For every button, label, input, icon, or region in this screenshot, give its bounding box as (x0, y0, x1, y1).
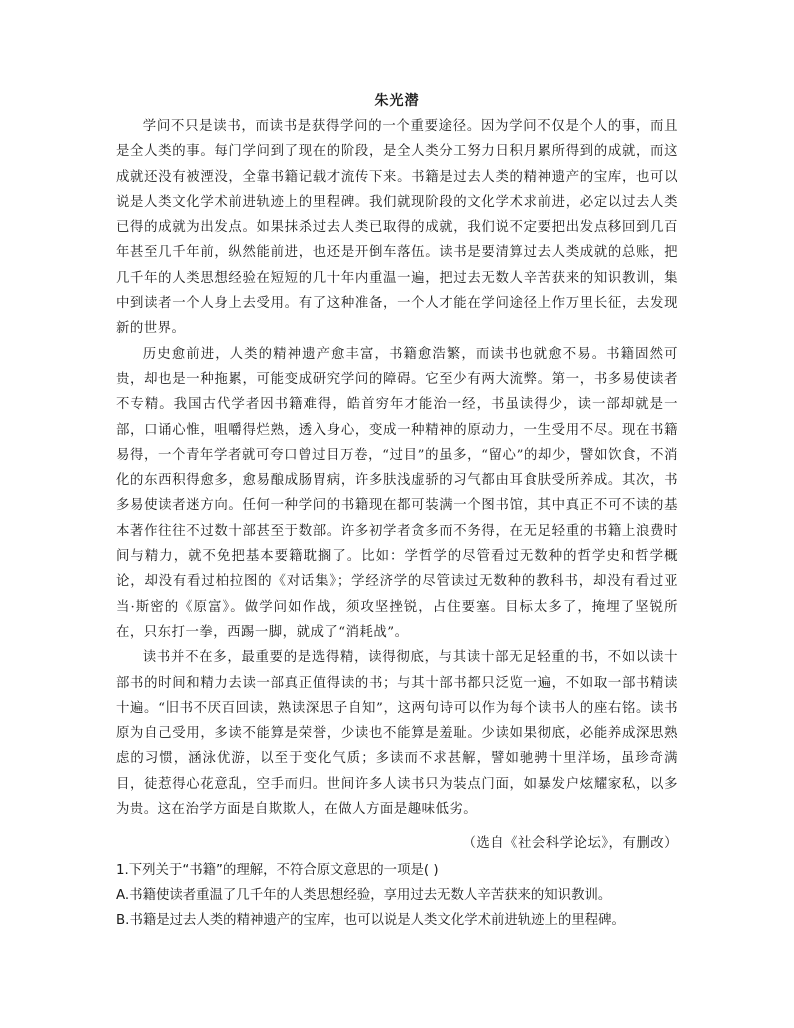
question-block (116, 858, 716, 933)
article-paragraph-3: 读书并不在多，最重要的是选得精，读得彻底，与其读十部无足轻重的书，不如以读十部书的时间和精力去读一部真正值得读的书；与其十部书都只泛览一遍，不如取一部书精读十遍。“旧书不厌百回读，熟读深思子自知”，这两句诗可以作为每个读书人的座右铭。读书原为自己受用，多读不能算是荣誉，少读也不能算是羞耻。少读如果彻底，必能养成深思熟虑的习惯，涵泳优游，以至于变化气质；多读而不求甚解，譬如驰骋十里洋场，虽珍奇满目，徒惹得心花意乱，空手而归。世间许多人读书只为装点门面，如暴发户炫耀家私，以多为贵。这在治学方面是自欺欺人，在做人方面是趣味低劣。 (116, 650, 678, 818)
article-paragraph-2: 历史愈前进，人类的精神遗产愈丰富，书籍愈浩繁，而读书也就愈不易。书籍固然可贵，却也是一种拖累，可能变成研究学问的障碍。它至少有两大流弊。第一，书多易使读者不专精。我国古代学者因书籍难得，皓首穷年才能治一经，书虽读得少，读一部却就是一部，口诵心惟，咀嚼得烂熟，透入身心，变成一种精神的原动力，一生受用不尽。现在书籍易得，一个青年学者就可夸口曾过目万卷，“过目”的虽多，“留心”的却少，譬如饮食，不消化的东西积得愈多，愈易酿成肠胃病，许多肤浅虚骄的习气都由耳食肤受所养成。其次，书多易使读者迷方向。任何一种学问的书籍现在都可装满一个图书馆，其中真正不可不读的基本著作往往不过数十部甚至于数部。许多初学者贪多而不务得，在无足轻重的书籍上浪费时间与精力，就不免把基本要籍耽搁了。比如：学哲学的尽管看过无数种的哲学史和哲学概论，却没有看过柏拉图的《对话集》；学经济学的尽管读过无数种的教科书，却没有看过亚当·斯密的《原富》。做学问如作战，须攻坚挫锐，占住要塞。目标太多了，掩埋了坚锐所在，只东打一拳，西踢一脚，就成了“消耗战”。 (116, 346, 678, 640)
article-body (116, 114, 678, 822)
question-stem: 1.下列关于“书籍”的理解，不符合原文意思的一项是( ) (116, 863, 439, 878)
article-author: 朱光潜 (374, 93, 420, 109)
question-option-b: B.书籍是过去人类的精神遗产的宝库，也可以说是人类文化学术前进轨迹上的里程碑。 (116, 913, 625, 928)
question-option-a: A.书籍使读者重温了几千年的人类思想经验，享用过去无数人辛苦获来的知识教训。 (116, 888, 612, 903)
article-source: （选自《社会科学论坛》，有删改） (462, 836, 678, 851)
article-paragraph-1: 学问不只是读书，而读书是获得学问的一个重要途径。因为学问不仅是个人的事，而且是全人类的事。每门学问到了现在的阶段，是全人类分工努力日积月累所得到的成就，而这成就还没有被湮没，全靠书籍记载才流传下来。书籍是过去人类的精神遗产的宝库，也可以说是人类文化学术前进轨迹上的里程碑。我们就现阶段的文化学术求前进，必定以过去人类已得的成就为出发点。如果抹杀过去人类已取得的成就，我们说不定要把出发点移回到几百年甚至几千年前，纵然能前进，也还是开倒车落伍。读书是要清算过去人类成就的总账，把几千年的人类思想经验在短短的几十年内重温一遍，把过去无数人辛苦获来的知识教训，集中到读者一个人身上去受用。有了这种准备，一个人才能在学问途径上作万里长征，去发现新的世界。 (116, 119, 678, 337)
